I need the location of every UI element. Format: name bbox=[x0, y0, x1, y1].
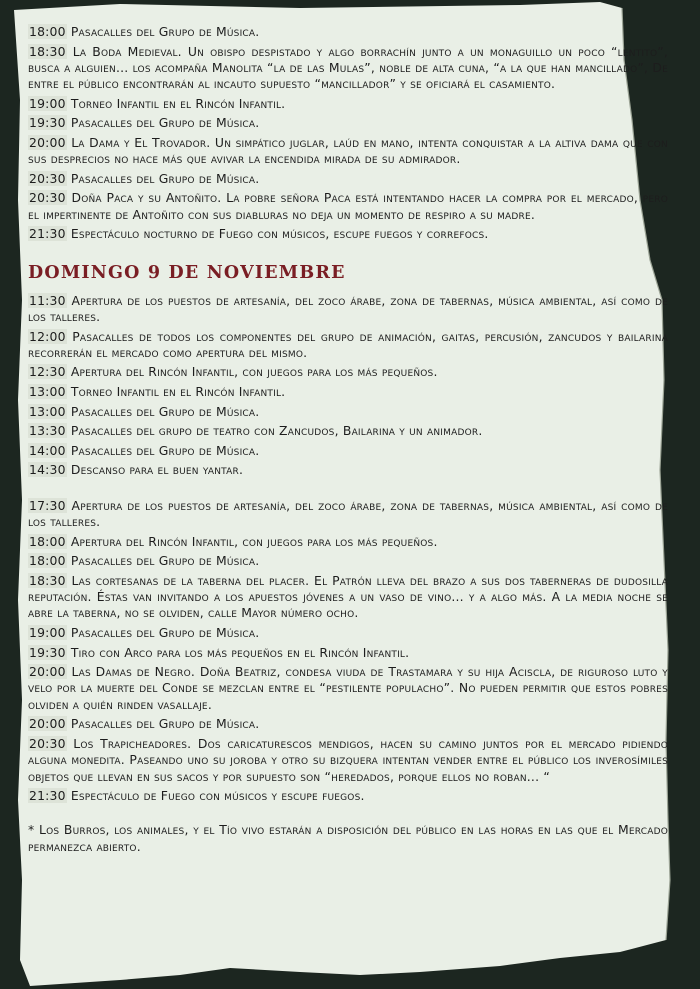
entry-text: Torneo Infantil en el Rincón Infantil. bbox=[70, 384, 286, 400]
entry-time: 21:30 bbox=[29, 788, 66, 804]
entry-time: 20:00 bbox=[29, 134, 66, 150]
schedule-entry bbox=[28, 645, 668, 661]
entry-time: 13:30 bbox=[29, 423, 66, 439]
schedule-entry bbox=[28, 135, 668, 168]
schedule-entry bbox=[28, 115, 668, 131]
entry-text: Apertura del Rincón Infantil, con juegos para los más pequeños. bbox=[70, 533, 438, 549]
entry-time: 20:30 bbox=[29, 735, 66, 751]
schedule-entry bbox=[28, 664, 668, 713]
schedule-entry bbox=[28, 573, 668, 622]
entry-time: 20:30 bbox=[29, 190, 66, 206]
schedule-entry bbox=[28, 716, 668, 732]
entry-time: 19:00 bbox=[29, 95, 66, 111]
entry-time: 19:30 bbox=[29, 115, 66, 131]
schedule-entry bbox=[28, 625, 668, 641]
entry-text: Pasacalles del grupo de teatro con Zancudos, Bailarina y un animador. bbox=[70, 423, 483, 439]
footnote: * Los Burros, los animales, y el Tío vivo estarán a disposición del público en las horas en las que el Mercado permanezca abierto. bbox=[28, 822, 668, 854]
schedule-entry bbox=[28, 534, 668, 550]
schedule-entry bbox=[28, 190, 668, 223]
entry-text: Pasacalles del Grupo de Música. bbox=[70, 553, 260, 569]
entry-text: Espectáculo de Fuego con músicos y escupe fuegos. bbox=[70, 788, 365, 804]
entry-time: 18:30 bbox=[29, 43, 66, 59]
day-heading: DOMINGO 9 DE NOVIEMBRE bbox=[28, 262, 346, 283]
schedule-entry bbox=[28, 553, 668, 569]
saturday-schedule bbox=[28, 24, 668, 243]
entry-text: Pasacalles del Grupo de Música. bbox=[70, 442, 260, 458]
schedule-entry bbox=[28, 736, 668, 785]
entry-time: 12:30 bbox=[29, 364, 66, 380]
entry-time: 18:00 bbox=[29, 24, 66, 39]
schedule-entry bbox=[28, 384, 668, 400]
entry-text: Las cortesanas de la taberna del placer. El Patrón lleva del brazo a sus dos taberneras de dudosilla reputación. Éstas van invitando a los apuestos jóvenes a un vaso de vino... y a algo más. A la media noche se abre la taberna, no se olviden, calle Mayor número ocho. bbox=[28, 572, 669, 621]
entry-time: 17:30 bbox=[29, 497, 66, 513]
entry-time: 18:00 bbox=[29, 553, 66, 569]
entry-time: 12:00 bbox=[29, 328, 66, 344]
entry-text: Apertura de los puestos de artesanía, del zoco árabe, zona de tabernas, música ambiental, así como de los talleres. bbox=[28, 497, 669, 529]
entry-time: 20:00 bbox=[29, 664, 66, 680]
entry-time: 19:00 bbox=[29, 624, 66, 640]
entry-time: 13:00 bbox=[29, 403, 66, 419]
entry-text: Pasacalles del Grupo de Música. bbox=[70, 115, 260, 131]
entry-text: Pasacalles del Grupo de Música. bbox=[70, 403, 260, 419]
entry-text: La Dama y El Trovador. Un simpático juglar, laúd en mano, intenta conquistar a la altiva dama que con sus desprecios no hace más que avivar la encendida mirada de su admirador. bbox=[28, 134, 668, 167]
schedule-entry bbox=[28, 96, 668, 112]
schedule-entry bbox=[28, 24, 668, 40]
schedule-entry bbox=[28, 423, 668, 439]
entry-text: Tiro con Arco para los más pequeños en el Rincón Infantil. bbox=[70, 644, 410, 660]
schedule-entry bbox=[28, 293, 668, 326]
entry-time: 14:00 bbox=[29, 442, 66, 458]
schedule-entry bbox=[28, 364, 668, 380]
entry-text: Espectáculo nocturno de Fuego con músicos, escupe fuegos y correfocs. bbox=[70, 226, 489, 242]
schedule-entry bbox=[28, 404, 668, 420]
schedule-entry bbox=[28, 788, 668, 804]
entry-text: Descanso para el buen yantar. bbox=[70, 462, 244, 478]
entry-time: 21:30 bbox=[29, 226, 66, 242]
entry-text: Pasacalles del Grupo de Música. bbox=[70, 716, 260, 732]
entry-time: 19:30 bbox=[29, 644, 66, 660]
entry-text: Pasacalles del Grupo de Música. bbox=[70, 624, 260, 640]
schedule-entry bbox=[28, 171, 668, 187]
entry-text: Las Damas de Negro. Doña Beatriz, condesa viuda de Trastamara y su hija Aciscla, de riguroso luto y velo por la muerte del Conde se mezclan entre el “pestilente populacho”. No pueden permitir que estos pobres olviden a quién rinden vasallaje. bbox=[28, 664, 668, 712]
schedule-entry bbox=[28, 498, 668, 531]
sunday-morning-schedule bbox=[28, 293, 668, 479]
entry-text: Doña Paca y su Antoñito. La pobre señora Paca está intentando hacer la compra por el mercado, pero el impertinente de Antoñito con sus diabluras no deja un momento de respiro a su madre. bbox=[28, 190, 668, 222]
entry-time: 18:00 bbox=[29, 533, 66, 549]
schedule-entry bbox=[28, 226, 668, 242]
schedule-entry bbox=[28, 462, 668, 478]
sunday-afternoon-schedule bbox=[28, 498, 668, 805]
schedule-content bbox=[28, 24, 668, 855]
entry-time: 11:30 bbox=[29, 292, 66, 308]
entry-time: 18:30 bbox=[29, 572, 66, 588]
entry-time: 20:30 bbox=[29, 170, 66, 186]
entry-text: Los Trapicheadores. Dos caricaturescos mendigos, hacen su camino juntos por el mercado pidiendo alguna monedita. Paseando uno su joroba y otro su bizquera intentan vender entre el público los inverosímiles objetos que llevan en sus sacos y por supuesto son “heredados, porque ellos no roban... “ bbox=[28, 735, 668, 784]
entry-text: Pasacalles de todos los componentes del grupo de animación, gaitas, percusión, zancudos y bailarina recorrerán el mercado como apertura del mismo. bbox=[28, 328, 668, 360]
schedule-entry bbox=[28, 329, 668, 362]
entry-text: Pasacalles del Grupo de Música. bbox=[70, 24, 260, 39]
entry-text: Torneo Infantil en el Rincón Infantil. bbox=[70, 95, 286, 111]
entry-text: Pasacalles del Grupo de Música. bbox=[70, 170, 260, 186]
entry-time: 13:00 bbox=[29, 384, 66, 400]
entry-time: 14:30 bbox=[29, 462, 66, 478]
schedule-entry bbox=[28, 44, 668, 93]
schedule-entry bbox=[28, 443, 668, 459]
entry-text: Apertura de los puestos de artesanía, del zoco árabe, zona de tabernas, música ambiental, así como de los talleres. bbox=[28, 292, 669, 324]
entry-time: 20:00 bbox=[29, 716, 66, 732]
entry-text: Apertura del Rincón Infantil, con juegos para los más pequeños. bbox=[70, 364, 438, 380]
entry-text: La Boda Medieval. Un obispo despistado y algo borrachín junto a un monaguillo un poco “lentito”, busca a alguien... los acompaña Manolita “la de las Mulas”, noble de alta cuna, “a la que han mancillado”, De entre el público encontrarán al incauto supuesto “mancillador” y se oficiará el casamiento. bbox=[28, 43, 668, 92]
